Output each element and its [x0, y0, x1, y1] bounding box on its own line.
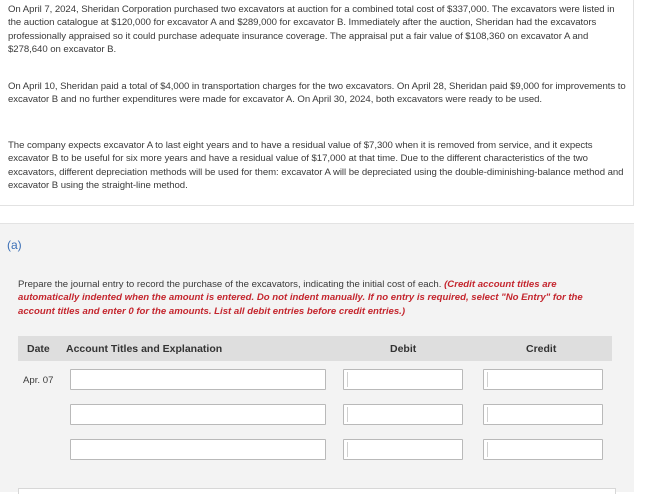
row-date: Apr. 07 [23, 375, 54, 386]
problem-statement [0, 0, 634, 206]
credit-input[interactable] [483, 439, 603, 460]
part-a-header [0, 223, 634, 266]
account-title-input[interactable] [70, 369, 326, 390]
journal-table-header [18, 336, 612, 361]
problem-paragraph-1: On April 7, 2024, Sheridan Corporation purchased two excavators at auction for a combined total cost of $337,000. The excavators were listed in the auction catalogue at $120,000 for excavator A and $289,000 for excavator B. Immediately after the auction, Sheridan had the excavators professionally appraised so it could purchase adequate insurance coverage. The appraisal put a fair value of $108,360 on excavator A and $278,640 on excavator B. [8, 4, 615, 55]
debit-input[interactable] [343, 404, 463, 425]
column-header-credit: Credit [526, 343, 557, 355]
problem-paragraph-3: The company expects excavator A to last eight years and to have a residual value of $7,300 when it is removed from service, and it expects excavator B to be useful for six more years and have a residual value of $17,000 at that time. Due to the different characteristics of the two excavators, different depreciation methods will be used for them: excavator A will be depreciated using the double-diminishing-balance method and excavator B using the straight-line method. [8, 140, 624, 191]
instruction-text: Prepare the journal entry to record the purchase of the excavators, indicating the initial cost of each. [18, 279, 445, 290]
column-header-date: Date [27, 343, 50, 355]
instruction-note: (Credit account titles are automatically indented when the amount is entered. Do not indent manually. If no entry is required, select "No Entry" for the account titles and enter 0 for the amounts. List all debit entries before credit entries.) [18, 279, 583, 317]
credit-input[interactable] [483, 369, 603, 390]
problem-paragraph-2: On April 10, Sheridan paid a total of $4,000 in transportation charges for the two excavators. On April 28, Sheridan paid $9,000 for improvements to excavator B and no further expenditures were made for excavator A. On April 30, 2024, both excavators were ready to be used. [8, 81, 626, 106]
instructions [18, 278, 618, 318]
account-title-input[interactable] [70, 439, 326, 460]
debit-input[interactable] [343, 439, 463, 460]
account-title-input[interactable] [70, 404, 326, 425]
column-header-account: Account Titles and Explanation [66, 343, 223, 355]
column-header-debit: Debit [390, 343, 417, 355]
next-section-card [18, 488, 616, 494]
credit-input[interactable] [483, 404, 603, 425]
part-label: (a) [7, 238, 22, 252]
part-a-body [0, 266, 634, 492]
debit-input[interactable] [343, 369, 463, 390]
